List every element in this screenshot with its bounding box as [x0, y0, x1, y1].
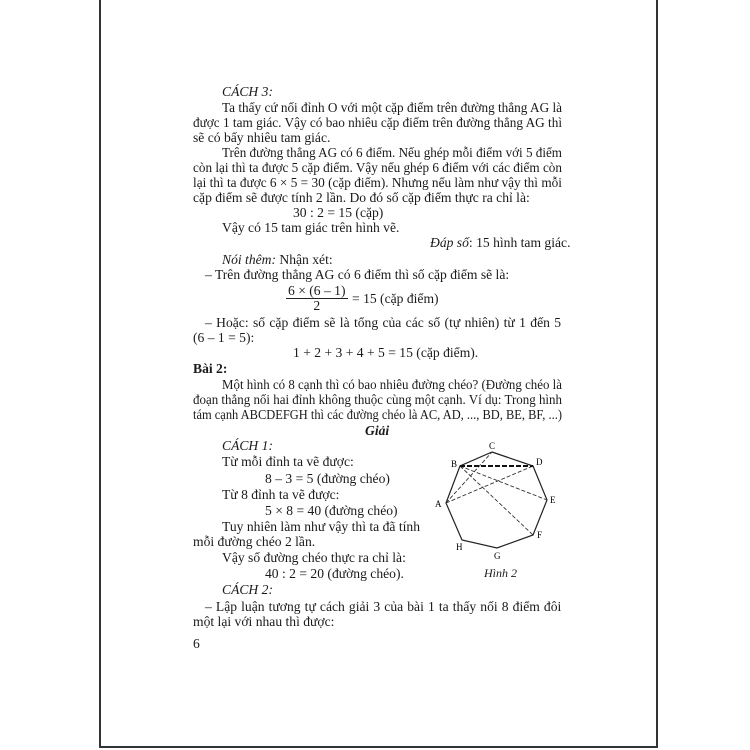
cach1-line: Từ 8 đỉnh ta vẽ được:: [222, 487, 340, 502]
fraction-denominator: 2: [313, 298, 321, 313]
cach3-heading: CÁCH 3:: [222, 84, 273, 99]
note-equation: 1 + 2 + 3 + 4 + 5 = 15 (cặp điểm).: [293, 345, 479, 360]
bai2-title: Bài 2:: [193, 361, 228, 376]
note-bullet-2-line: – Hoặc: số cặp điểm sẽ là tổng của các số (tự nhiên) từ 1 đến 5: [205, 315, 562, 330]
note-title: Nhận xét:: [279, 252, 333, 267]
vertex-label-h: H: [456, 542, 463, 552]
page-number: 6: [193, 636, 200, 651]
diagonal-bf: [460, 466, 533, 535]
cach3-p1-line: Ta thấy cứ nối đỉnh O với một cặp điểm trên đường thẳng AG là: [222, 100, 562, 115]
fraction-result: = 15 (cặp điểm): [352, 291, 439, 306]
vertex-label-b: B: [451, 459, 458, 469]
octagon-figure: [430, 440, 564, 564]
cach1-line: mỗi đường chéo 2 lần.: [193, 534, 316, 549]
bai2-question-line: tám cạnh ABCDEFGH thì các đường chéo là AC, AD, ..., BD, BE, BF, ...): [193, 407, 562, 422]
vertex-label-d: D: [536, 457, 543, 467]
fraction-numerator: 6 × (6 – 1): [288, 283, 346, 298]
cach1-line: Tuy nhiên làm như vậy thì ta đã tính: [222, 519, 420, 534]
bai2-question-line: đoạn thẳng nối hai đỉnh không thuộc cùng một cạnh. Ví dụ: Trong hình: [193, 392, 562, 407]
answer-label: Đáp số: [430, 235, 469, 250]
cach1-equation: 8 – 3 = 5 (đường chéo): [265, 471, 390, 486]
solution-title: Giải: [365, 423, 390, 438]
note-bullet-1: – Trên đường thẳng AG có 6 điểm thì số cặp điểm sẽ là:: [205, 267, 510, 282]
cach1-equation: 5 × 8 = 40 (đường chéo): [265, 503, 398, 518]
cach2-heading: CÁCH 2:: [222, 582, 273, 597]
note-heading: [222, 253, 333, 267]
cach1-line: Từ mỗi đỉnh ta vẽ được:: [222, 454, 354, 469]
cach3-p1-line: sẽ có bấy nhiêu tam giác.: [193, 130, 331, 145]
bai2-question-line: Một hình có 8 cạnh thì có bao nhiêu đường chéo? (Đường chéo là: [222, 377, 562, 392]
note-bullet-2-line: (6 – 1 = 5):: [193, 330, 255, 345]
cach2-line: – Lập luận tương tự cách giải 3 của bài 1 ta thấy nối 8 điểm đôi: [205, 599, 562, 614]
cach2-line: một lại với nhau thì được:: [193, 614, 335, 629]
fraction: [286, 284, 348, 313]
cach1-line: Vậy số đường chéo thực ra chỉ là:: [222, 550, 406, 565]
vertex-label-a: A: [435, 499, 442, 509]
cach3-equation: 30 : 2 = 15 (cặp): [293, 205, 384, 220]
vertex-label-c: C: [489, 441, 496, 451]
cach3-p2-line: Trên đường thẳng AG có 6 điểm. Nếu ghép mỗi điểm với 5 điểm: [222, 145, 562, 160]
cach3-p2-line: cặp điểm sẽ được tính 2 lần. Do đó số cặp điểm thực ra chỉ là:: [193, 190, 530, 205]
cach3-p1-line: được 1 tam giác. Vậy có bao nhiêu cặp điểm trên đường thẳng AG thì: [193, 115, 562, 130]
cach1-equation: 40 : 2 = 20 (đường chéo).: [265, 566, 404, 581]
answer-text: : 15 hình tam giác.: [468, 235, 571, 250]
diagonal-ad: [446, 466, 533, 503]
diagonal-be: [460, 466, 547, 500]
cach3-p2-line: lại thì ta được 6 × 5 = 30 (cặp điểm). Nhưng nếu làm như vậy thì mỗi: [193, 175, 562, 190]
vertex-label-f: F: [537, 530, 543, 540]
note-label: Nói thêm:: [222, 252, 276, 267]
cach3-p2-line: còn lại thì ta được 5 cặp điểm. Vậy nếu ghép 6 điểm với các điểm còn: [193, 160, 562, 175]
vertex-label-g: G: [494, 551, 501, 561]
cach3-answer: [430, 236, 570, 250]
cach1-heading: CÁCH 1:: [222, 438, 273, 453]
cach3-conclusion: Vậy có 15 tam giác trên hình vẽ.: [222, 220, 400, 235]
vertex-label-e: E: [550, 495, 556, 505]
figure-caption: Hình 2: [484, 566, 517, 580]
